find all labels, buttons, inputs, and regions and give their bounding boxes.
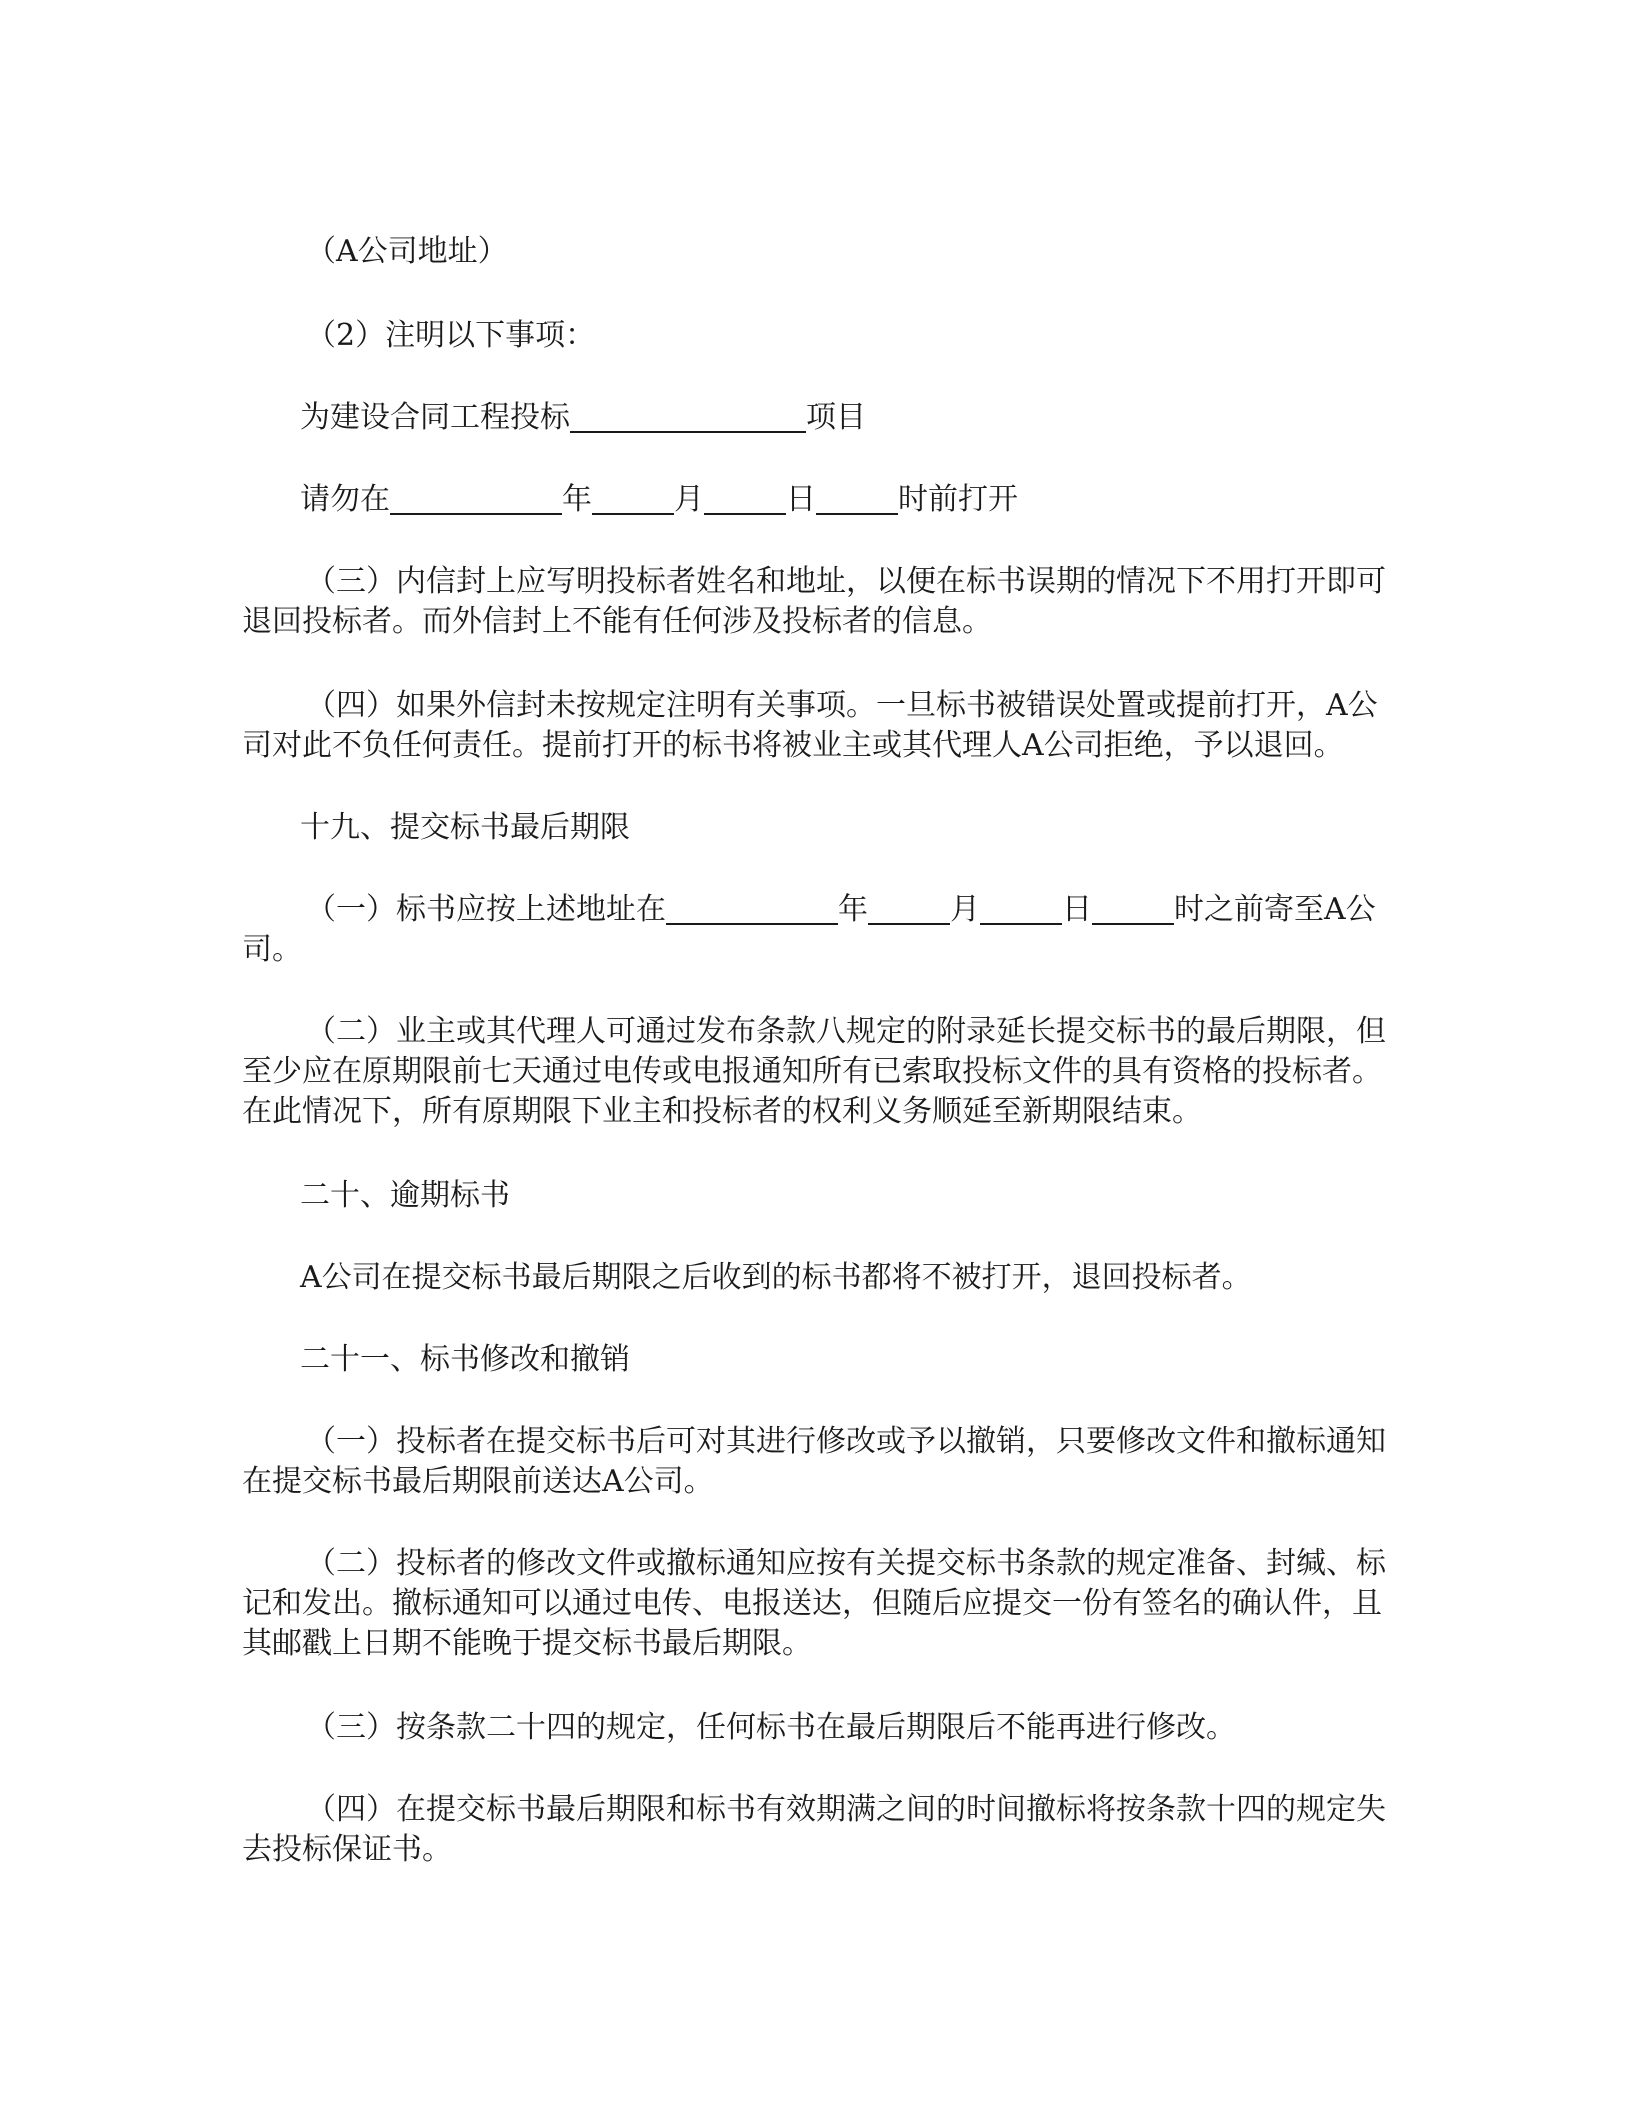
deadline-year-blank [666,891,838,925]
deadline-day-blank [980,891,1062,925]
deadline-month-blank [868,891,950,925]
section-21-heading: 二十一、标书修改和撤销 [300,1342,630,1377]
month-blank [592,481,674,515]
item1-month-label: 月 [950,892,980,927]
section-20-heading: 二十、逾期标书 [300,1178,510,1213]
note-heading: （2）注明以下事项： [306,318,596,353]
item1-prefix: （一）标书应按上述地址在 [306,892,666,927]
section-19-item-2: （二）业主或其代理人可通过发布条款八规定的附录延长提交标书的最后期限，但至少应在原期限前七天通过电传或电报通知所有已索取投标文件的具有资格的投标者。在此情况下，所有原期限下业主和投标者的权利义务顺延至新期限结束。 [242,1014,1386,1129]
day-label: 日 [786,482,816,517]
item1-day-label: 日 [1062,892,1092,927]
section-21-item-3: （三）按条款二十四的规定，任何标书在最后期限后不能再进行修改。 [306,1710,1236,1745]
open-suffix: 时前打开 [898,482,1018,517]
month-label: 月 [674,482,704,517]
deadline-hour-blank [1092,891,1174,925]
company-address-line: （A公司地址） [306,234,508,269]
project-suffix: 项目 [806,400,866,435]
section-21-item-1: （一）投标者在提交标书后可对其进行修改或予以撤销，只要修改文件和撤标通知在提交标书最后期限前送达A公司。 [242,1424,1386,1499]
day-blank [704,481,786,515]
open-prefix: 请勿在 [300,482,390,517]
item1-year-label: 年 [838,892,868,927]
year-label: 年 [562,482,592,517]
project-prefix: 为建设合同工程投标 [300,400,570,435]
project-line [300,398,866,438]
paragraph-inner-envelope: （三）内信封上应写明投标者姓名和地址，以便在标书误期的情况下不用打开即可退回投标者。而外信封上不能有任何涉及投标者的信息。 [242,564,1386,639]
paragraph-outer-envelope: （四）如果外信封未按规定注明有关事项。一旦标书被错误处置或提前打开，A公司对此不负任何责任。提前打开的标书将被业主或其代理人A公司拒绝，予以退回。 [242,688,1378,763]
item1-suffix: 时之前寄至A公司。 [242,892,1376,967]
section-20-body: A公司在提交标书最后期限之后收到的标书都将不被打开，退回投标者。 [300,1260,1252,1295]
section-21-item-4: （四）在提交标书最后期限和标书有效期满之间的时间撤标将按条款十四的规定失去投标保证书。 [242,1792,1386,1867]
section-21-item-2: （二）投标者的修改文件或撤标通知应按有关提交标书条款的规定准备、封缄、标记和发出。撤标通知可以通过电传、电报送达，但随后应提交一份有签名的确认件，且其邮戳上日期不能晚于提交标书最后期限。 [242,1546,1386,1661]
do-not-open-line [300,480,1018,520]
hour-blank [816,481,898,515]
section-19-item-1 [242,890,1388,970]
project-blank [570,399,806,433]
section-19-heading: 十九、提交标书最后期限 [300,810,630,845]
year-blank [390,481,562,515]
